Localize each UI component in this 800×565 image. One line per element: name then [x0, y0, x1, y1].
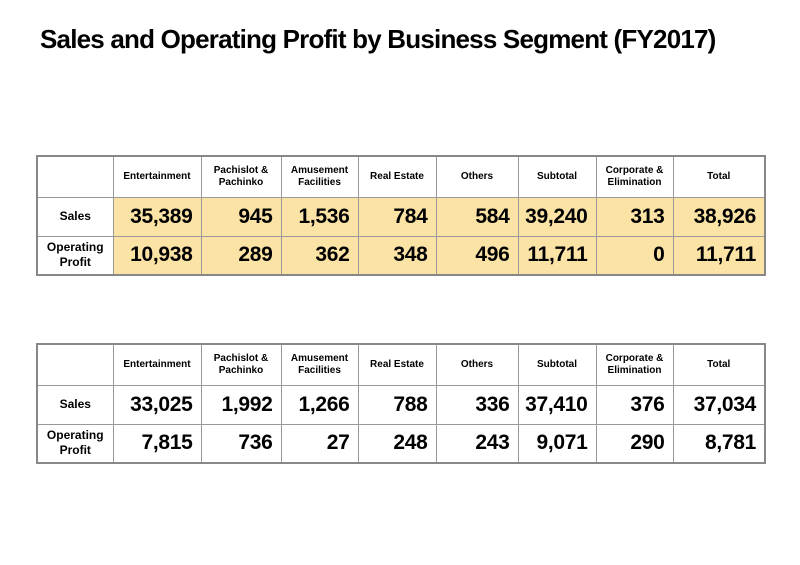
column-header: Entertainment — [113, 156, 201, 197]
data-row — [37, 385, 765, 424]
data-row — [37, 197, 765, 236]
value-cell: 584 — [436, 197, 518, 236]
slide-title: Sales and Operating Profit by Business Segment (FY2017) — [40, 24, 716, 54]
value-cell: 38,926 — [673, 197, 765, 236]
column-header: Real Estate — [358, 156, 436, 197]
value-cell: 336 — [436, 385, 518, 424]
value-cell: 945 — [201, 197, 281, 236]
value-cell: 362 — [281, 236, 358, 275]
corner-cell — [37, 156, 113, 197]
value-cell: 35,389 — [113, 197, 201, 236]
value-cell: 1,536 — [281, 197, 358, 236]
value-cell: 313 — [596, 197, 673, 236]
column-header: Subtotal — [518, 344, 596, 385]
value-cell: 248 — [358, 424, 436, 463]
value-cell: 0 — [596, 236, 673, 275]
column-header: Amusement Facilities — [281, 344, 358, 385]
value-cell: 37,034 — [673, 385, 765, 424]
value-cell: 11,711 — [518, 236, 596, 275]
value-cell: 496 — [436, 236, 518, 275]
column-header: Corporate & Elimination — [596, 156, 673, 197]
value-cell: 10,938 — [113, 236, 201, 275]
data-row — [37, 424, 765, 463]
value-cell: 788 — [358, 385, 436, 424]
value-cell: 9,071 — [518, 424, 596, 463]
value-cell: 1,992 — [201, 385, 281, 424]
value-cell: 348 — [358, 236, 436, 275]
column-header: Amusement Facilities — [281, 156, 358, 197]
header-row — [37, 156, 765, 197]
value-cell: 27 — [281, 424, 358, 463]
value-cell: 33,025 — [113, 385, 201, 424]
value-cell: 37,410 — [518, 385, 596, 424]
value-cell: 11,711 — [673, 236, 765, 275]
column-header: Entertainment — [113, 344, 201, 385]
row-label: Sales — [37, 385, 113, 424]
row-label: Sales — [37, 197, 113, 236]
value-cell: 784 — [358, 197, 436, 236]
column-header: Subtotal — [518, 156, 596, 197]
column-header: Others — [436, 156, 518, 197]
column-header: Pachislot & Pachinko — [201, 344, 281, 385]
value-cell: 7,815 — [113, 424, 201, 463]
column-header: Real Estate — [358, 344, 436, 385]
value-cell: 243 — [436, 424, 518, 463]
value-cell: 290 — [596, 424, 673, 463]
data-row — [37, 236, 765, 275]
column-header: Others — [436, 344, 518, 385]
value-cell: 1,266 — [281, 385, 358, 424]
column-header: Total — [673, 344, 765, 385]
row-label: Operating Profit — [37, 236, 113, 275]
column-header: Total — [673, 156, 765, 197]
row-label: Operating Profit — [37, 424, 113, 463]
column-header: Corporate & Elimination — [596, 344, 673, 385]
value-cell: 376 — [596, 385, 673, 424]
segment-table-plain — [36, 343, 766, 464]
value-cell: 8,781 — [673, 424, 765, 463]
segment-table-highlighted — [36, 155, 766, 276]
header-row — [37, 344, 765, 385]
value-cell: 39,240 — [518, 197, 596, 236]
corner-cell — [37, 344, 113, 385]
column-header: Pachislot & Pachinko — [201, 156, 281, 197]
value-cell: 289 — [201, 236, 281, 275]
value-cell: 736 — [201, 424, 281, 463]
